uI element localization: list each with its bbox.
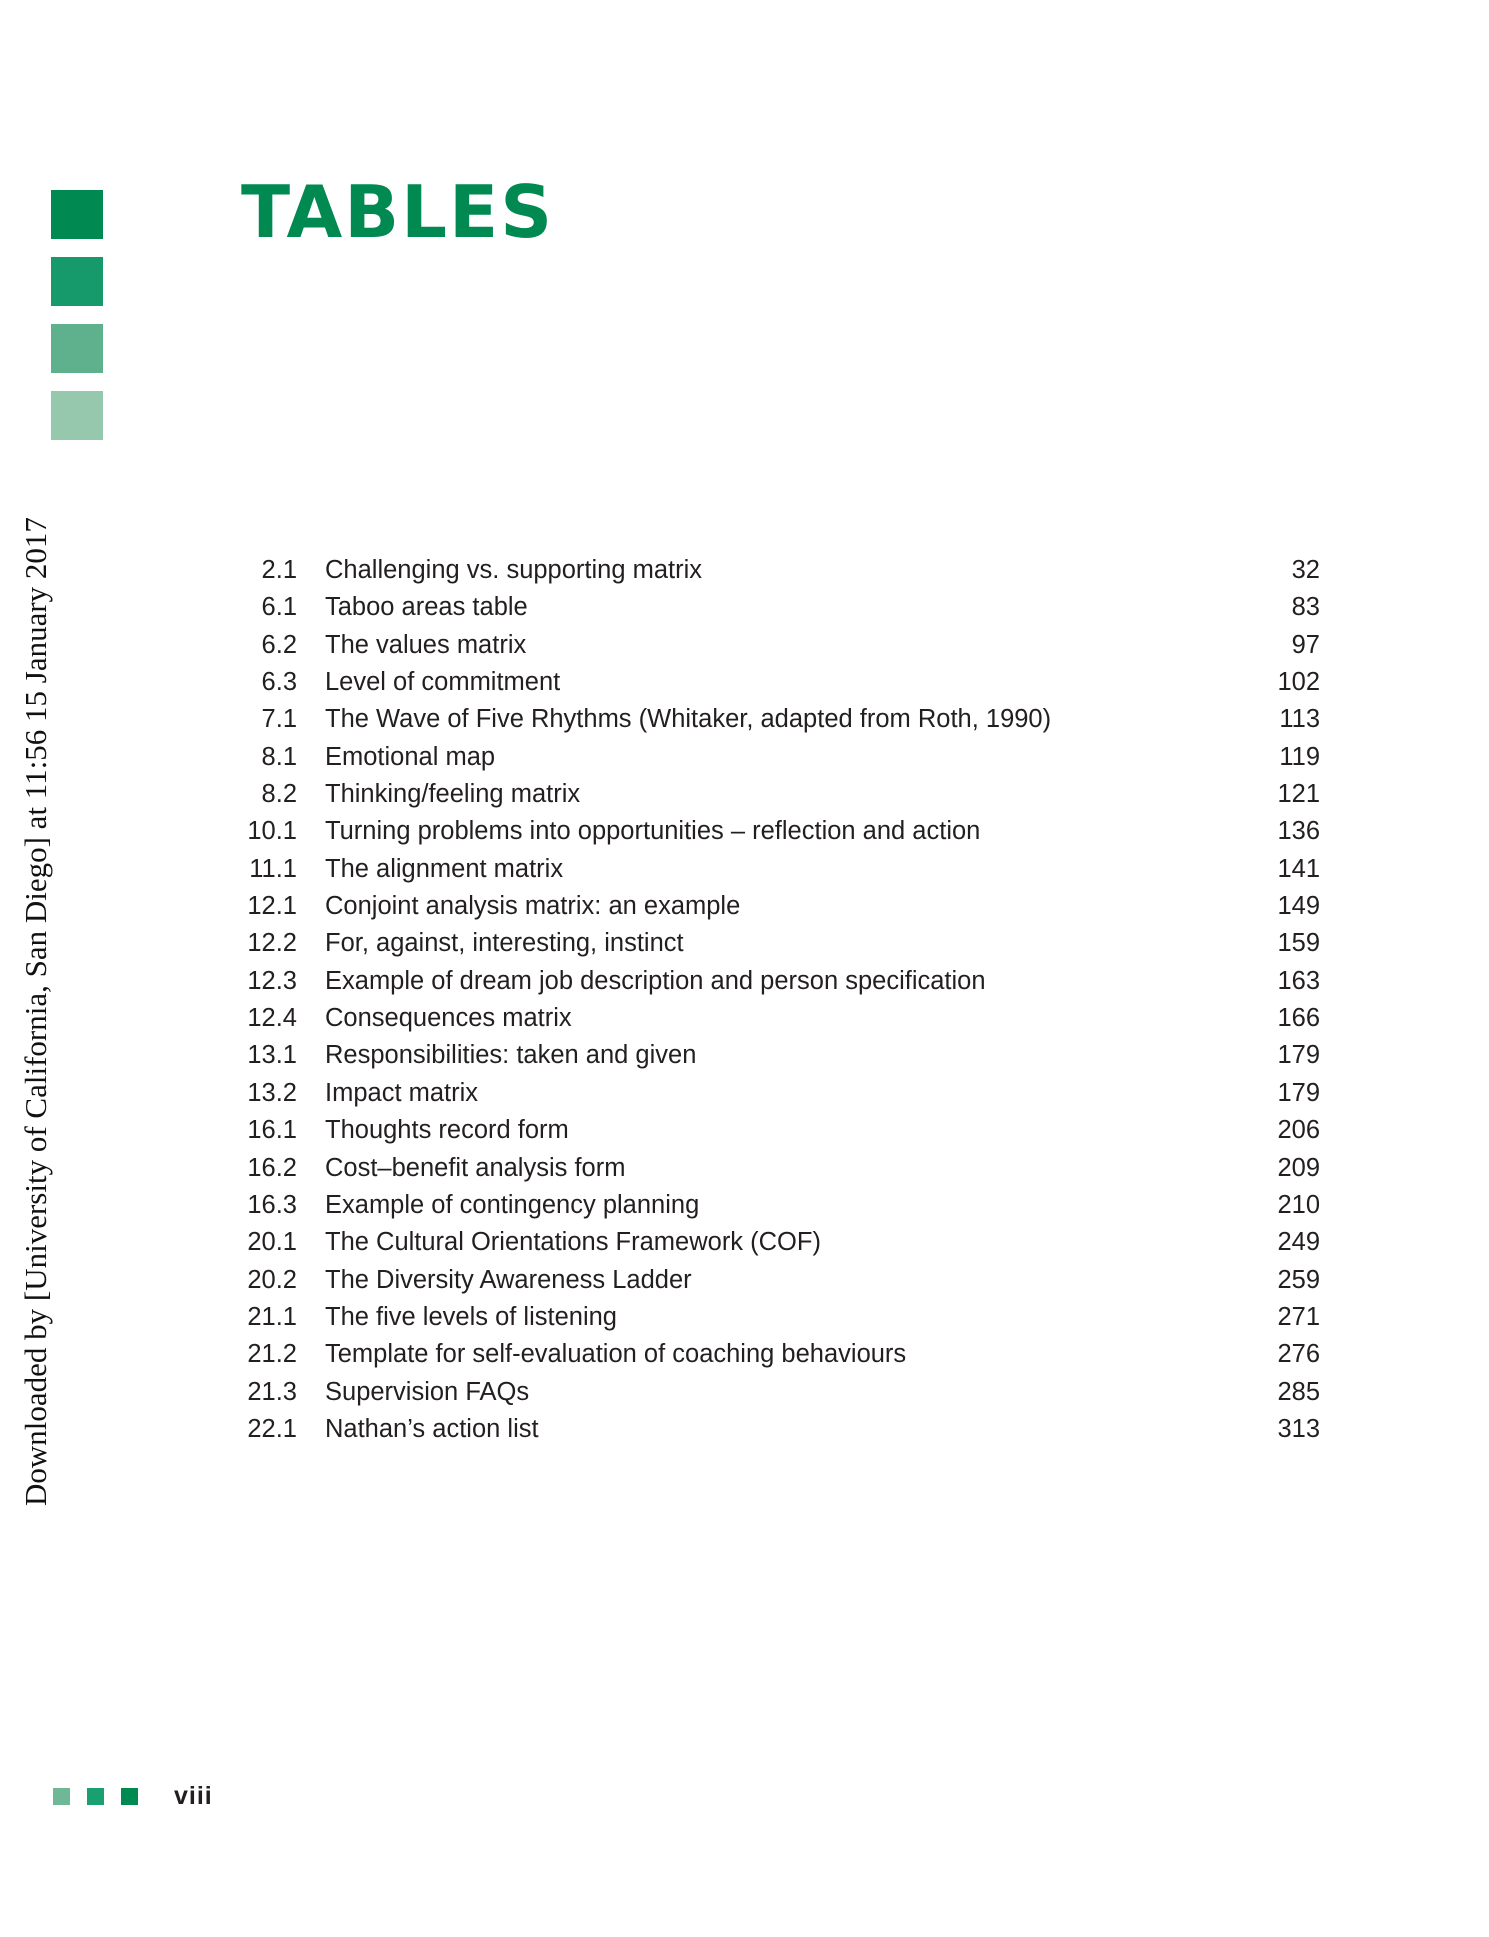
toc-row xyxy=(235,1262,1320,1299)
table-title: The Diversity Awareness Ladder xyxy=(325,1265,692,1294)
page-ref: 166 xyxy=(1277,1004,1320,1033)
page-ref: 271 xyxy=(1277,1302,1320,1331)
page-ref: 32 xyxy=(1291,556,1320,584)
page-ref: 121 xyxy=(1277,780,1320,809)
table-number: 21.2 xyxy=(247,1340,297,1369)
page-ref: 210 xyxy=(1277,1190,1320,1219)
page-ref: 149 xyxy=(1277,892,1320,921)
table-title: Turning problems into opportunities – reflection and action xyxy=(325,817,981,846)
page-ref: 83 xyxy=(1291,593,1320,622)
table-number: 11.1 xyxy=(249,854,297,883)
table-number: 7.1 xyxy=(261,705,297,734)
page-ref: 259 xyxy=(1277,1265,1320,1294)
table-number: 12.3 xyxy=(247,966,297,995)
decorative-square xyxy=(51,257,103,306)
footer-square xyxy=(87,1788,104,1805)
table-number: 13.2 xyxy=(247,1078,297,1107)
toc-row xyxy=(235,1187,1320,1224)
toc-row xyxy=(235,1374,1320,1411)
table-number: 8.1 xyxy=(261,742,297,771)
table-title: For, against, interesting, instinct xyxy=(325,929,684,958)
page-ref: 97 xyxy=(1291,630,1320,659)
table-number: 16.1 xyxy=(247,1116,297,1145)
table-title: Impact matrix xyxy=(325,1078,479,1107)
table-number: 12.2 xyxy=(247,929,297,958)
table-title: Cost–benefit analysis form xyxy=(325,1153,626,1182)
toc-row xyxy=(235,1336,1320,1373)
toc-row xyxy=(235,813,1320,850)
page-ref: 119 xyxy=(1279,742,1320,771)
toc-row xyxy=(235,1299,1320,1336)
table-title: Supervision FAQs xyxy=(325,1377,530,1406)
table-number: 20.2 xyxy=(247,1265,297,1294)
table-title: Conjoint analysis matrix: an example xyxy=(325,892,741,921)
toc-row xyxy=(235,701,1320,738)
page-ref: 159 xyxy=(1277,929,1320,958)
decorative-square xyxy=(51,190,103,239)
table-number: 20.1 xyxy=(247,1228,297,1257)
page-ref: 313 xyxy=(1277,1414,1320,1443)
toc-row xyxy=(235,739,1320,776)
toc-row xyxy=(235,925,1320,962)
toc-row xyxy=(235,1150,1320,1187)
page-ref: 102 xyxy=(1277,668,1320,697)
table-number: 2.1 xyxy=(261,556,297,584)
table-title: The alignment matrix xyxy=(325,854,564,883)
table-title: Thinking/feeling matrix xyxy=(325,780,581,809)
toc-row xyxy=(235,664,1320,701)
page-ref: 206 xyxy=(1277,1116,1320,1145)
table-title: Level of commitment xyxy=(325,668,561,697)
toc-row xyxy=(235,1037,1320,1074)
table-title: Example of dream job description and person specification xyxy=(325,966,986,995)
tables-list xyxy=(235,552,1320,1448)
table-number: 10.1 xyxy=(247,817,297,846)
table-number: 12.4 xyxy=(247,1004,297,1033)
footer-square xyxy=(121,1788,138,1805)
page-ref: 163 xyxy=(1277,966,1320,995)
table-title: The five levels of listening xyxy=(325,1302,617,1331)
toc-row xyxy=(235,589,1320,626)
toc-row xyxy=(235,1075,1320,1112)
toc-row xyxy=(235,552,1320,589)
page-number: viii xyxy=(174,1782,213,1810)
decorative-square xyxy=(51,324,103,373)
table-number: 6.1 xyxy=(261,593,297,622)
page-ref: 136 xyxy=(1277,817,1320,846)
download-watermark: Downloaded by [University of California, San Diego] at 11:56 15 January 2017 xyxy=(18,517,53,1506)
toc-row xyxy=(235,776,1320,813)
page-ref: 285 xyxy=(1277,1377,1320,1406)
table-title: The Wave of Five Rhythms (Whitaker, adapted from Roth, 1990) xyxy=(325,705,1052,734)
table-title: The values matrix xyxy=(325,630,527,659)
page-ref: 113 xyxy=(1279,705,1320,734)
table-title: Template for self-evaluation of coaching behaviours xyxy=(325,1340,907,1369)
page-ref: 209 xyxy=(1277,1153,1320,1182)
table-title: Thoughts record form xyxy=(325,1116,569,1145)
table-number: 12.1 xyxy=(247,892,297,921)
table-title: Emotional map xyxy=(325,742,496,771)
toc-row xyxy=(235,851,1320,888)
table-number: 16.3 xyxy=(247,1190,297,1219)
table-number: 21.3 xyxy=(247,1377,297,1406)
table-number: 13.1 xyxy=(247,1041,297,1070)
table-number: 6.2 xyxy=(261,630,297,659)
table-number: 21.1 xyxy=(247,1302,297,1331)
table-number: 8.2 xyxy=(261,780,297,809)
table-number: 6.3 xyxy=(261,668,297,697)
page-ref: 249 xyxy=(1277,1228,1320,1257)
page-ref: 276 xyxy=(1277,1340,1320,1369)
page-title: TABLES xyxy=(241,170,555,254)
toc-row xyxy=(235,627,1320,664)
table-title: The Cultural Orientations Framework (COF) xyxy=(325,1228,821,1257)
decorative-squares xyxy=(51,190,103,458)
toc-row xyxy=(235,1000,1320,1037)
footer-square xyxy=(53,1788,70,1805)
table-title: Challenging vs. supporting matrix xyxy=(325,556,703,584)
decorative-square xyxy=(51,391,103,440)
page-ref: 179 xyxy=(1277,1078,1320,1107)
table-title: Responsibilities: taken and given xyxy=(325,1041,697,1070)
table-title: Consequences matrix xyxy=(325,1004,572,1033)
toc-row xyxy=(235,888,1320,925)
toc-row xyxy=(235,1224,1320,1261)
table-number: 22.1 xyxy=(247,1414,297,1443)
table-number: 16.2 xyxy=(247,1153,297,1182)
table-title: Taboo areas table xyxy=(325,593,528,622)
toc-row xyxy=(235,963,1320,1000)
page-ref: 179 xyxy=(1277,1041,1320,1070)
table-title: Example of contingency planning xyxy=(325,1190,700,1219)
toc-row xyxy=(235,1411,1320,1448)
page-ref: 141 xyxy=(1277,854,1320,883)
toc-row xyxy=(235,1112,1320,1149)
table-title: Nathan’s action list xyxy=(325,1414,539,1443)
